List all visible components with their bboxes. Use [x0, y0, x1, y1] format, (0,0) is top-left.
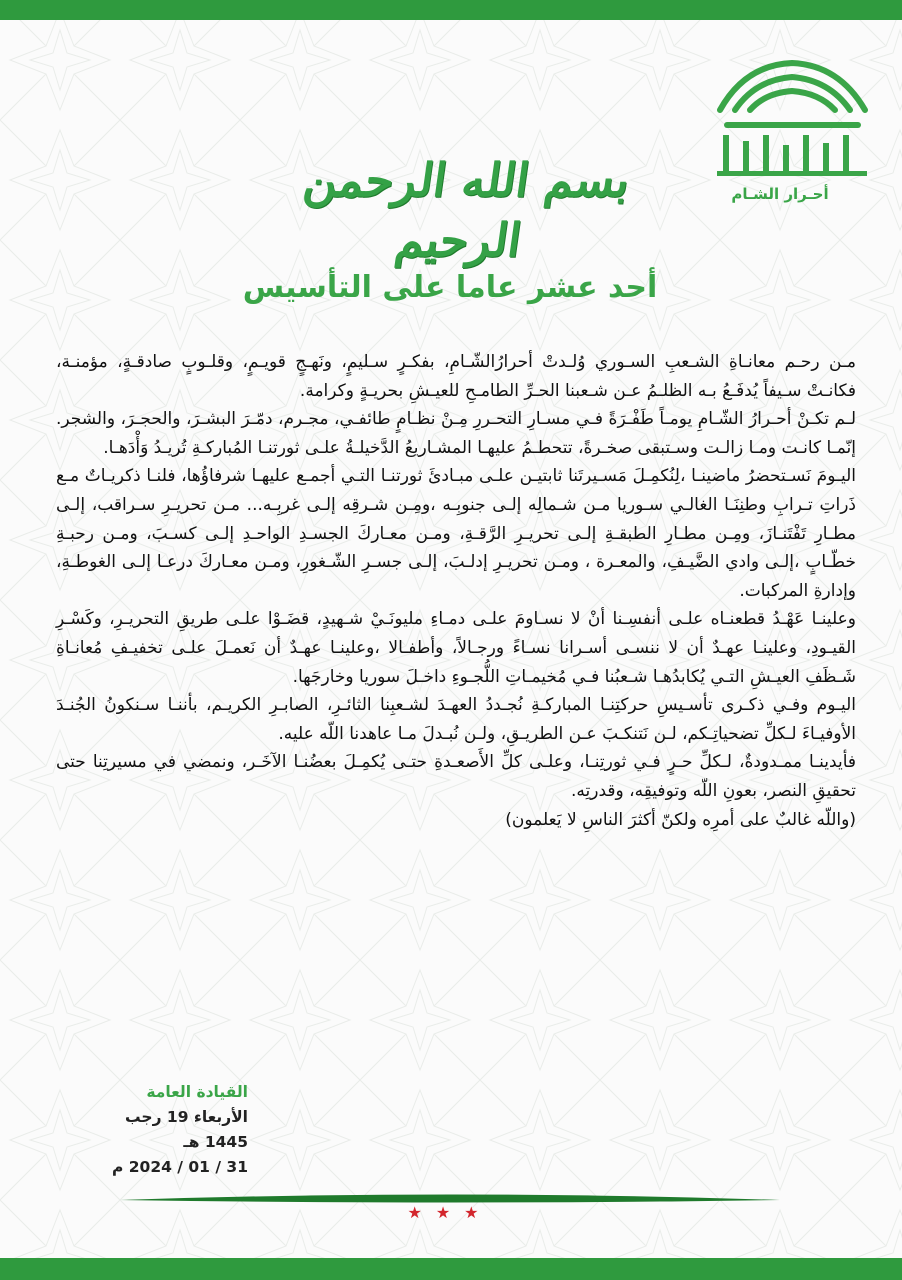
- paragraph: اليـومَ نَسـتحضرُ ماضينـا ،لِنُكمِـلَ مَسـيرتَنا ثابتيـن علـى مبـادئَ ثورتنـا التـي أجمـع عليهـا شرفاؤُها، فلنـا ذكريـاتٌ مـع ذَراتِ تـرابِ وطنِنَـا الغالـي سـوريا مـن شـمالِه إلـى جنوبِـه ،ومِـن شـرقِه إلـى غربِـه... مـن تحريـرِ سـراقب، إلـى مطـارِ تَفْتَنـازَ، ومِـن مطـارِ الطبقـةِ إلـى تحريـرِ الرَّقـةِ، ومـن معـاركَ الجسـدِ الواحـدِ إلـى كسـبَ، ومـن رحبـةِ خطّـابٍ ،إلـى وادي الضَّيـفِ، والمعـرة ، ومـن تحريـرِ إدلـبَ، إلـى جسـرِ الشّـغورِ، ومـن معـاركَ درعـا إلـى الغوطـةِ، وإدارةِ المركبات.: [56, 466, 856, 601]
- signature-block: [88, 1080, 248, 1180]
- paragraph: لـم تكـنْ أحـرارُ الشّـامِ يومـاً طَفْـرَةً فـي مسـارِ التحـررِ مِـنْ نظـامٍ طائفـي، مجـرم، دمّـرَ البشـرَ، والحجـرَ، والشجر. إنّمـا كانـت ومـا زالـت وسـتبقى صخـرةً، تتحطـمُ عليهـا المشـاريعُ الدَّخيلـةُ علـى ثورتنـا المُباركـةِ تُريـدُ وَأْدَهـا.: [56, 409, 856, 458]
- top-green-bar: [0, 0, 902, 20]
- issuer-name: القيادة العامة: [146, 1083, 248, 1101]
- statement-body: [56, 348, 856, 834]
- paragraph: مـن رحـم معانـاةِ الشـعبِ السـوري وُلـدتْ أحرارُالشّـامِ، بفكـرٍ سـليمٍ، ونَهـجٍ قويـمٍ، وقلـوبٍ صادقـةٍ، مؤمنـة، فكانـتْ سـيفاً يُدفَـعُ بـه الظلـمُ عـن شـعبنا الحـرِّ الطامـحِ للعيـشِ بحريـةٍ وكرامة.: [56, 352, 856, 401]
- closing-verse: (واللّه غالبٌ على أمرِه ولكنّ أكثرَ الناسِ لا يَعلمون): [505, 809, 856, 830]
- paragraph: فأيدينـا ممـدودةٌ، لـكلِّ حـرٍ فـي ثورتِنـا، وعلـى كلِّ الأَصعـدةِ حتـى يُكمِـلَ بعضُنـا الآخَـر، ونمضي في مسيرتِنا حتى تحقيقِ النصر، بعونِ اللّه وتوفيقِه، وقدرتِه.: [56, 752, 856, 801]
- bottom-green-bar: [0, 1258, 902, 1280]
- page-title: أحد عشر عاما على التأسيس: [242, 270, 658, 305]
- paragraph: اليـوم وفـي ذكـرى تأسـيسِ حركتِنـا المباركـةِ نُجـددُ العهـدَ لشـعبِنا الثائـرِ، الصابـرِ الكريـم، بأننـا سـنكونُ الجُنـدَ الأوفيـاءَ لـكلِّ تضحياتِـكم، لـن نَتنكـبَ عـن الطريـقِ، ولـن نُبـدلَ مـا عاهدنا اللّه عليه.: [56, 695, 856, 744]
- flag-stars-icon: ★★★: [407, 1203, 493, 1222]
- date-hijri: الأربعاء 19 رجب 1445 هـ: [125, 1108, 248, 1151]
- logo-subtitle: أحـرار الشـام: [731, 185, 829, 203]
- paragraph: وعلينـا عَهْـدُ قطعنـاه علـى أنفسِـنا أنْ لا نسـاومَ علـى دمـاءِ مليونَـيْ شـهيدٍ، قضَـوْا علـى طريقِ التحريـرِ، وكَسْـرِ القيـودِ، وعلينـا عهـدٌ أن لا ننسـى أسـرانا نسـاءً ورجـالاً، وأطفـالا ،وعلينـا عهـدٌ أن نَعمـلَ علـى تخفيـفِ مُعانـاةِ شَـظَفِ العيـشِ التـي يُكابدُهـا شـعبُنا فـي مُخيمـاتِ اللُّجـوءِ داخـلَ سوريا وخارجَها.: [56, 609, 856, 687]
- basmala-calligraphy: بسم الله الرحمن الرحيم: [300, 153, 634, 267]
- date-gregorian: 31 / 01 / 2024 م: [112, 1158, 248, 1176]
